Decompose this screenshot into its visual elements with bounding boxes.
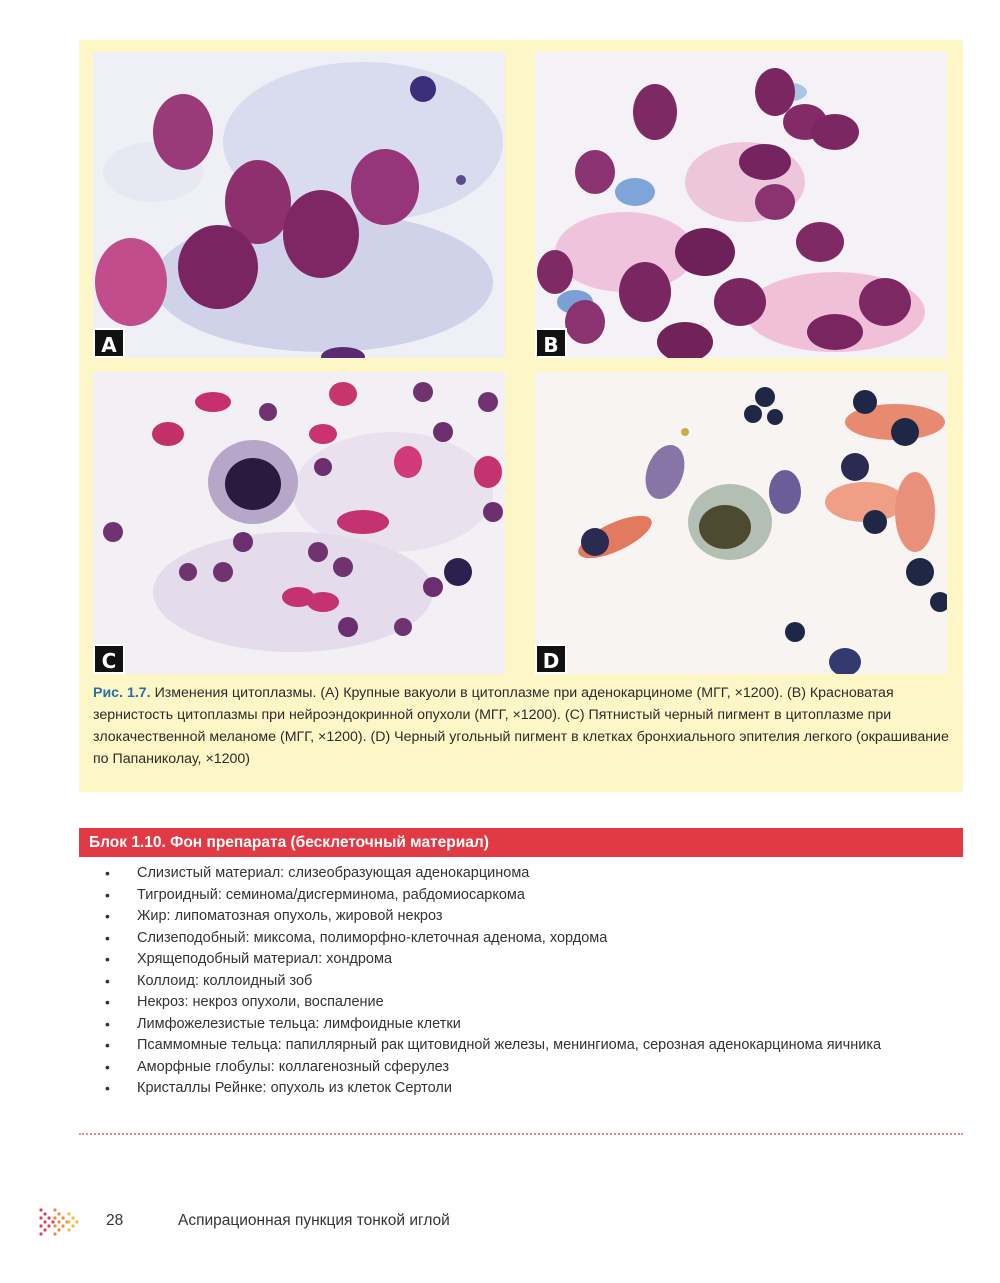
box-title: Блок 1.10. Фон препарата (бесклеточный материал) bbox=[79, 828, 963, 857]
page-number: 28 bbox=[106, 1212, 124, 1229]
micrograph-panel-a bbox=[93, 52, 505, 358]
micrograph-panel-c bbox=[93, 372, 505, 674]
section-divider bbox=[79, 1133, 963, 1135]
bullet-icon: • bbox=[105, 886, 110, 903]
list-item: • Псаммомные тельца: папиллярный рак щитовидной железы, менингиома, серозная аденокарцинома яичника bbox=[79, 1035, 963, 1057]
figure-container bbox=[79, 40, 963, 792]
micrograph-d-image bbox=[535, 372, 947, 674]
list-item: • Лимфожелезистые тельца: лимфоидные клетки bbox=[79, 1014, 963, 1036]
figure-caption-label: Рис. 1.7. bbox=[93, 685, 151, 701]
panel-label-d: D bbox=[535, 644, 567, 674]
list-item: • Хрящеподобный материал: хондрома bbox=[79, 949, 963, 971]
bullet-icon: • bbox=[105, 908, 110, 924]
list-item: • Жир: липоматозная опухоль, жировой некроз bbox=[79, 906, 963, 928]
panel-label-b: B bbox=[535, 328, 567, 358]
bullet-icon: • bbox=[105, 865, 110, 881]
bullet-icon: • bbox=[105, 1080, 110, 1096]
list-item: • Некроз: некроз опухоли, воспаление bbox=[79, 992, 963, 1014]
micrograph-a-image bbox=[93, 52, 505, 358]
micrograph-panel-b bbox=[535, 52, 947, 358]
list-item: • Слизистый материал: слизеобразующая аденокарцинома bbox=[79, 863, 963, 885]
bullet-icon: • bbox=[105, 1058, 110, 1075]
micrograph-panel-d bbox=[535, 372, 947, 674]
box-list bbox=[79, 863, 963, 1100]
list-item: • Тигроидный: семинома/дисгерминома, рабдомиосаркома bbox=[79, 885, 963, 907]
figure-caption bbox=[93, 682, 949, 770]
figure-caption-text: Изменения цитоплазмы. (A) Крупные вакуоли в цитоплазме при аденокарциноме (МГГ, ×1200). (B) Красноватая зернистость цитоплазмы при нейроэндокринной опухоли (МГГ, ×1200). (C) Пятнистый черный пигмент в цитоплазме при злокачественной меланоме (МГГ, ×1200). (D) Черный угольный пигмент в клетках бронхиального эпителия легкого (окрашивание по Папаниколау, ×1200) bbox=[93, 685, 949, 767]
list-item: • Слизеподобный: миксома, полиморфно-клеточная аденома, хордома bbox=[79, 928, 963, 950]
bullet-icon: • bbox=[105, 1015, 110, 1032]
running-title: Аспирационная пункция тонкой иглой bbox=[178, 1212, 450, 1229]
list-item: • Коллоид: коллоидный зоб bbox=[79, 971, 963, 993]
bullet-icon: • bbox=[105, 972, 110, 989]
micrograph-c-image bbox=[93, 372, 505, 674]
list-item: • Кристаллы Рейнке: опухоль из клеток Сертоли bbox=[79, 1078, 963, 1100]
bullet-icon: • bbox=[105, 929, 110, 946]
micrograph-b-image bbox=[535, 52, 947, 358]
bullet-icon: • bbox=[105, 994, 110, 1010]
panel-label-c: C bbox=[93, 644, 125, 674]
panel-label-a: A bbox=[93, 328, 125, 358]
bullet-icon: • bbox=[105, 1037, 110, 1053]
chevron-arrows-icon bbox=[38, 1206, 82, 1238]
bullet-icon: • bbox=[105, 951, 110, 967]
list-item: • Аморфные глобулы: коллагенозный сферулез bbox=[79, 1057, 963, 1079]
